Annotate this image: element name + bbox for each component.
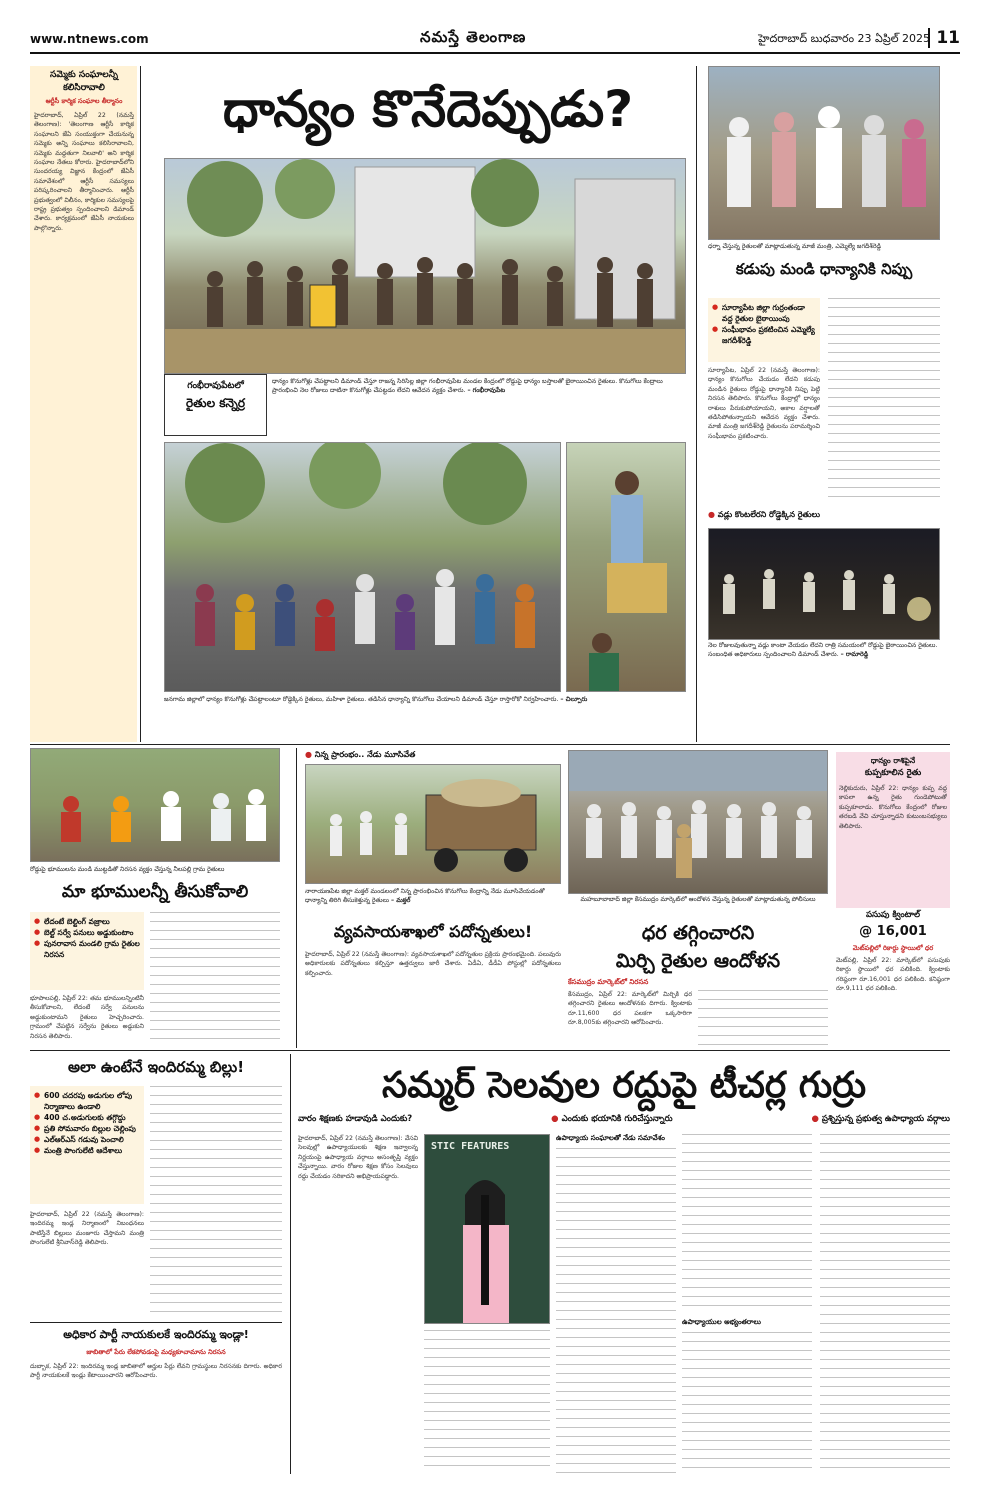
right-headline: కడుపు మండి ధాన్యానికి నిప్పు [735, 260, 913, 278]
photo-tag [164, 374, 267, 436]
land-headline: మా భూములన్నీ తీసుకోవాలి [61, 882, 249, 902]
land-bullets [30, 912, 144, 990]
main-headline: ధాన్యం కొనేదెప్పుడు? [222, 80, 634, 138]
second-caption-credit: – చిల్పూరు [560, 696, 588, 703]
main-caption-text: ధాన్యం కొనుగోళ్లు చేపట్టాలని డిమాండ్ చేస్తూ రాజన్న సిరిసిల్ల జిల్లా గంభీరావుపేట మండల కేంద్రంలో రోడ్డుపై ధాన్యం బస్తాలతో బైఠాయించిన రైతులు. కొనుగోలు కేంద్రాలు ప్రారంభించి నెల రోజులు దాటినా కొనుగోళ్లు చేపట్టడం లేదని ఆవేదన వ్యక్తం చేశారు. [272, 378, 663, 394]
bullet-mark-icon: ● [708, 510, 718, 519]
summer-sub-3-wrap [812, 1114, 950, 1126]
left-subhead: ఆర్టీసీ కార్మిక సంఘాల తీర్మానం [45, 97, 123, 105]
sub3-bullet-icon: ● [811, 1114, 822, 1124]
indiramma-bullet-2: ● 400 చ.అడుగులకు తగ్గొద్దు [34, 1112, 140, 1123]
summer-body-col1: హైదరాబాద్, ఏప్రిల్ 22 (నమస్తే తెలంగాణ): వేసవి సెలవుల్లో ఉపాధ్యాయులకు శిక్షణ ఇవ్వాలన్న నిర్ణయంపై ఉపాధ్యాయ వర్గాలు అసంతృప్తి వ్యక్తం చేస్తున్నాయి. వారం రోజుల శిక్షణ కోసం సెలవులు రద్దు చేయడం సరికాదని అభిప్రాయపడ్డారు. [298, 1135, 418, 1180]
indiramma-body-col2 [150, 1086, 282, 1314]
mirchi-body-col2 [698, 990, 828, 1046]
left-body: హైదరాబాద్, ఏప్రిల్ 22 (నమస్తే తెలంగాణ): 'తెలంగాణ ఆర్టీసీ కార్మిక సంఘాలని జేఏ సంయుక్తంగా చేయనున్న సమ్మెకు అన్ని సంఘాలు కలిసిరావాలని, సమ్మెకు మద్దతుగా నిలవాలి' అని కార్మిక సంఘాల నేతలు కోరారు. హైదరాబాద్‌లోని సుందరయ్య విజ్ఞాన కేంద్రంలో జేఏసీ సమావేశంలో ఆర్టీసీ సమస్యలు పరిష్కరించాలని తీర్మానించారు. ఆర్టీసీ ప్రభుత్వంలో విలీనం, కార్మికుల సమస్యలపై రాష్ట్ర ప్రభుత్వం స్పందించాలని డిమాండ్ చేశారు. కార్యక్రమంలో జేఏసీ నాయకులు పాల్గొన్నారు. [34, 112, 134, 232]
night-protest-photo [708, 528, 940, 640]
crowd-illustration [165, 443, 561, 692]
summer-body-col5 [682, 1332, 812, 1474]
photo-tag-line2: రైతుల కన్నెర్ర [185, 396, 246, 410]
tractor-caption-credit: – మక్తల్ [391, 896, 411, 904]
right-body-col1: సూర్యాపేట, ఏప్రిల్ 22 (నమస్తే తెలంగాణ): ధాన్యం కొనుగోలు చేయడం లేదని కడుపు మండిన రైతులు రోడ్డుపై ధాన్యానికి నిప్పు పెట్టి నిరసన తెలిపారు. కొనుగోలు కేంద్రాల్లో ధాన్యం రాశులు పేరుకుపోయాయని, అకాల వర్షాలతో తడిసిపోతున్నాయని ఆవేదన వ్యక్తం చేశారు. మాజీ మంత్రి జగదీశ్‌రెడ్డి రైతులను పరామర్శించి సంఘీభావం ప్రకటించారు. [708, 367, 820, 440]
mirchi-headline-line2: మిర్చి రైతుల ఆందోళన [615, 950, 781, 972]
market-crowd-illustration [569, 751, 828, 894]
party-subhead: జాబితాలో పేరు లేకపోవడంపై మధ్యకూచామాను నిరసన [86, 1348, 226, 1356]
pink-headline: కుప్పకూలిన రైతు [864, 768, 922, 778]
leader-crowd-illustration [709, 67, 940, 240]
turmeric-headline: పసుపు క్వింటాల్ [865, 910, 921, 920]
indiramma-bullet-3: ● ప్రతి సోమవారం బిల్లుల చెల్లింపు [34, 1123, 140, 1134]
summer-body-col6 [820, 1134, 950, 1474]
night-road-illustration [709, 529, 940, 640]
page-number: 11 [928, 28, 960, 48]
strip-label-text: నిన్న ప్రారంభం.. నేడు మూసివేత [314, 750, 416, 759]
strip-bullet-icon: ● [305, 750, 315, 759]
summer-sub-2: ఎందుకు భయానికి గురిచేస్తున్నారు [561, 1114, 673, 1124]
mirchi-headline-line1: ధర తగ్గించారని [641, 922, 755, 944]
right-bullet-2: ● సంఘీభావం ప్రకటించిన ఎమ్మెల్యే జగదీశ్‌రెడ్డి [712, 324, 816, 346]
night-caption-text: నెల రోజులవుతున్నా వడ్లు కాంటా వేయడం లేదని రాత్రి సమయంలో రోడ్డుపై బైఠాయించిన రైతులు. సంబంధిత అధికారులు స్పందించాలని డిమాండ్ చేశారు. [708, 642, 938, 658]
newspaper-logo: నమస్తే తెలంగాణ [420, 28, 527, 46]
land-body-col1: భూపాలపల్లి, ఏప్రిల్ 22: తమ భూములన్నింటినీ తీసుకోవాలని, లేదంటే సర్వే పనులను అడ్డుకుంటామని రైతులు హెచ్చరించారు. గ్రామంలో చేపట్టిన సర్వేను రైతులు అడ్డుకుని నిరసన తెలిపారు. [30, 995, 144, 1040]
farmers-protest-photo [164, 158, 686, 374]
pink-kicker: ధాన్యం రాశిపైనే [870, 756, 916, 765]
land-bullet-2: ● బెల్ట్ సర్వే పనులు అడ్డుకుంటాం [34, 927, 140, 938]
tractor-illustration [306, 765, 561, 884]
left-column-box [30, 66, 137, 742]
summer-body-col2b [424, 1330, 550, 1474]
woman-protest-photo [566, 442, 686, 692]
teacher-blackboard-photo [424, 1134, 550, 1324]
promotion-headline: వ్యవసాయశాఖలో పదోన్నతులు! [333, 922, 533, 941]
teacher-illustration [425, 1135, 550, 1324]
leader-with-farmers-photo [708, 66, 940, 240]
indiramma-bullet-1: ● 600 చదరపు అడుగుల లోపు నిర్మాణాలు ఉండాలి [34, 1090, 140, 1112]
night-caption [708, 642, 940, 738]
sub2-bullet-icon: ● [551, 1114, 562, 1124]
party-body: దుబ్బాక, ఏప్రిల్ 22: ఇందిరమ్మ ఇండ్ల జాబితాలో అర్హుల పేర్లు లేవని గ్రామస్థులు నిరసనకు దిగారు. అధికార పార్టీ నాయకులకే ఇండ్లు కేటాయించారని ఆరోపించారు. [30, 1363, 282, 1380]
main-caption-credit: – గంభీరావుపేట [467, 386, 506, 394]
turmeric-price: @ 16,001 [859, 924, 927, 939]
masthead [30, 28, 960, 54]
turmeric-body: మెట్‌పల్లి, ఏప్రిల్ 22: మార్కెట్‌లో పసుపుకు రికార్డు స్థాయిలో ధర పలికింది. క్వింటాకు గరిష్ఠంగా రూ.16,001 ధర పలికింది. కనిష్ఠంగా రూ.9,111 ధర పలికింది. [836, 957, 950, 993]
tractor-caption-text: నారాయణపేట జిల్లా మక్తల్ మండలంలో నిన్న ప్రారంభించిన కొనుగోలు కేంద్రాన్ని నేడు మూసివేయడంతో ధాన్యాన్ని తిరిగి తీసుకెళ్తున్న రైతులు [305, 888, 545, 904]
blackboard-text: STIC FEATURES [431, 1141, 510, 1152]
strip-label [305, 750, 565, 761]
summer-sub-2-wrap [551, 1114, 672, 1126]
summer-body-col4 [682, 1134, 812, 1314]
summer-sub-1: వారం శిక్షణకు హడావుడి ఎందుకు? [298, 1114, 413, 1124]
indiramma-body-col1: హైదరాబాద్, ఏప్రిల్ 22 (నమస్తే తెలంగాణ): ఇందిరమ్మ ఇండ్ల నిర్మాణంలో నిబంధనలు పాటిస్తేనే బిల్లులు మంజూరు చేస్తామని మంత్రి పొంగులేటి శ్రీనివాస్‌రెడ్డి తెలిపారు. [30, 1211, 144, 1247]
right-body-col2 [828, 298, 940, 504]
turmeric-subhead: మెట్‌పల్లిలో రికార్డు స్థాయిలో ధర [852, 944, 934, 952]
right-bullets [708, 298, 820, 362]
summer-headline: సమ్మర్ సెలవుల రద్దుపై టీచర్ల గుర్రు [381, 1065, 867, 1106]
right-bullet-1: ● సూర్యాపేట జిల్లా గుర్రంతండా వద్ద రైతుల బైఠాయింపు [712, 302, 816, 324]
tractor-caption [305, 888, 561, 922]
mirchi-body-col1: కేసముద్రం, ఏప్రిల్ 22: మార్కెట్‌లో మిర్చికి ధర తగ్గించారని రైతులు ఆందోళనకు దిగారు. క్వింటాకు రూ.11,600 ధర పలకగా ఒక్కసారిగా రూ.8,005కు తగ్గించారని ఆరోపించారు. [568, 991, 692, 1027]
market-caption: మహబూబాబాద్ జిల్లా కేసముద్రం మార్కెట్‌లో ఆందోళన చేస్తున్న రైతులతో మాట్లాడుతున్న పోలీసులు [580, 896, 816, 903]
indiramma-bullet-4: ● ఎల్‌ఆర్‌ఎస్ గడువు పెంచాలి [34, 1134, 140, 1145]
market-protest-photo [568, 750, 828, 894]
night-caption-credit: – రామారెడ్డి [840, 650, 869, 658]
summer-sub-3: ప్రశ్నిస్తున్న ప్రభుత్వ ఉపాధ్యాయ వర్గాలు [821, 1114, 950, 1124]
summer-subhead-b: ఉపాధ్యాయుల అభ్యంతరాలు [682, 1318, 761, 1326]
crowd-road-photo [164, 442, 561, 692]
party-headline: అధికార పార్టీ నాయకులకే ఇందిరమ్మ ఇండ్లా! [63, 1328, 249, 1341]
second-photo-caption [164, 696, 686, 722]
pink-body: నెల్లికుదురు, ఏప్రిల్ 22: ధాన్యం కుప్ప వద్ద కాపలా ఉన్న రైతు గుండెపోటుతో కుప్పకూలాడు. కొనుగోలు కేంద్రంలో రోజుల తరబడి వేచి చూస్తున్నాడని కుటుంబసభ్యులు తెలిపారు. [839, 785, 947, 830]
farmer-collapse-box [836, 752, 950, 908]
seated-protest-illustration [31, 749, 280, 862]
tractor-photo [305, 764, 561, 884]
indiramma-bullets [30, 1086, 144, 1204]
woman-illustration [567, 443, 686, 692]
indiramma-bullet-5: ● మంత్రి పొంగులేటి ఆదేశాలు [34, 1145, 140, 1156]
left-kicker: సమ్మెకు సంఘాలన్నీ [50, 70, 118, 80]
land-body-col2 [150, 912, 280, 1046]
left-headline: కలిసిరావాలి [63, 83, 105, 93]
promotion-body: హైదరాబాద్, ఏప్రిల్ 22 (నమస్తే తెలంగాణ): వ్యవసాయశాఖలో పదోన్నతుల ప్రక్రియ ప్రారంభమైంది. పలువురు అధికారులకు పదోన్నతులు కల్పిస్తూ ఉత్తర్వులు జారీ చేశారు. ఏడీఏ, డీడీఏ పోస్టుల్లో పదోన్నతులు కల్పించారు. [305, 951, 561, 977]
summer-body-col3 [556, 1148, 676, 1474]
edition-date: హైదరాబాద్ బుధవారం 23 ఏప్రిల్ 2025 [758, 32, 930, 45]
indiramma-headline: అలా ఉంటేనే ఇందిరమ్మ బిల్లు! [67, 1058, 245, 1076]
second-caption-text: జనగామ జిల్లాలో ధాన్యం కొనుగోళ్లు చేపట్టాలంటూ రోడ్డెక్కిన రైతులు, మహిళా రైతులు. తడిసిన ధాన్యాన్ని కొనుగోలు చేయాలని డిమాండ్ చేస్తూ రాస్తారోకో నిర్వహించారు. [164, 696, 559, 703]
site-url[interactable]: www.ntnews.com [30, 32, 149, 46]
mirchi-subhead: కేసముద్రం మార్కెట్‌లో నిరసన [568, 978, 649, 986]
land-bullet-1: ● లేదంటే బెల్టింగ్ వజ్రాలు [34, 916, 140, 927]
summer-subheads [298, 1114, 950, 1126]
photo-tag-line1: గంభీరావుపేటలో [187, 381, 244, 391]
protest-crowd-illustration [165, 159, 686, 374]
right-photo-caption: ధర్నా చేస్తున్న రైతులతో మాట్లాడుతున్న మాజీ మంత్రి, ఎమ్మెల్యే జగదీశ్‌రెడ్డి [708, 243, 882, 250]
land-protest-photo [30, 748, 280, 862]
right-sub-headline [708, 510, 940, 521]
summer-subhead-a: ఉపాధ్యాయ సంఘాలతో నేడు సమావేశం [556, 1134, 665, 1142]
land-bullet-3: ● పునరావాస మండలి గ్రామ రైతుల నిరసన [34, 938, 140, 960]
land-photo-caption: రోడ్డుపై భూములను మండి ముట్టడితో నిరసన వ్యక్తం చేస్తున్న నీలపల్లి గ్రామ రైతులు [30, 866, 225, 873]
right-sub-headline-text: వడ్లు కొంటలేరని రోడ్డెక్కిన రైతులు [717, 510, 820, 519]
main-photo-caption [272, 378, 686, 428]
